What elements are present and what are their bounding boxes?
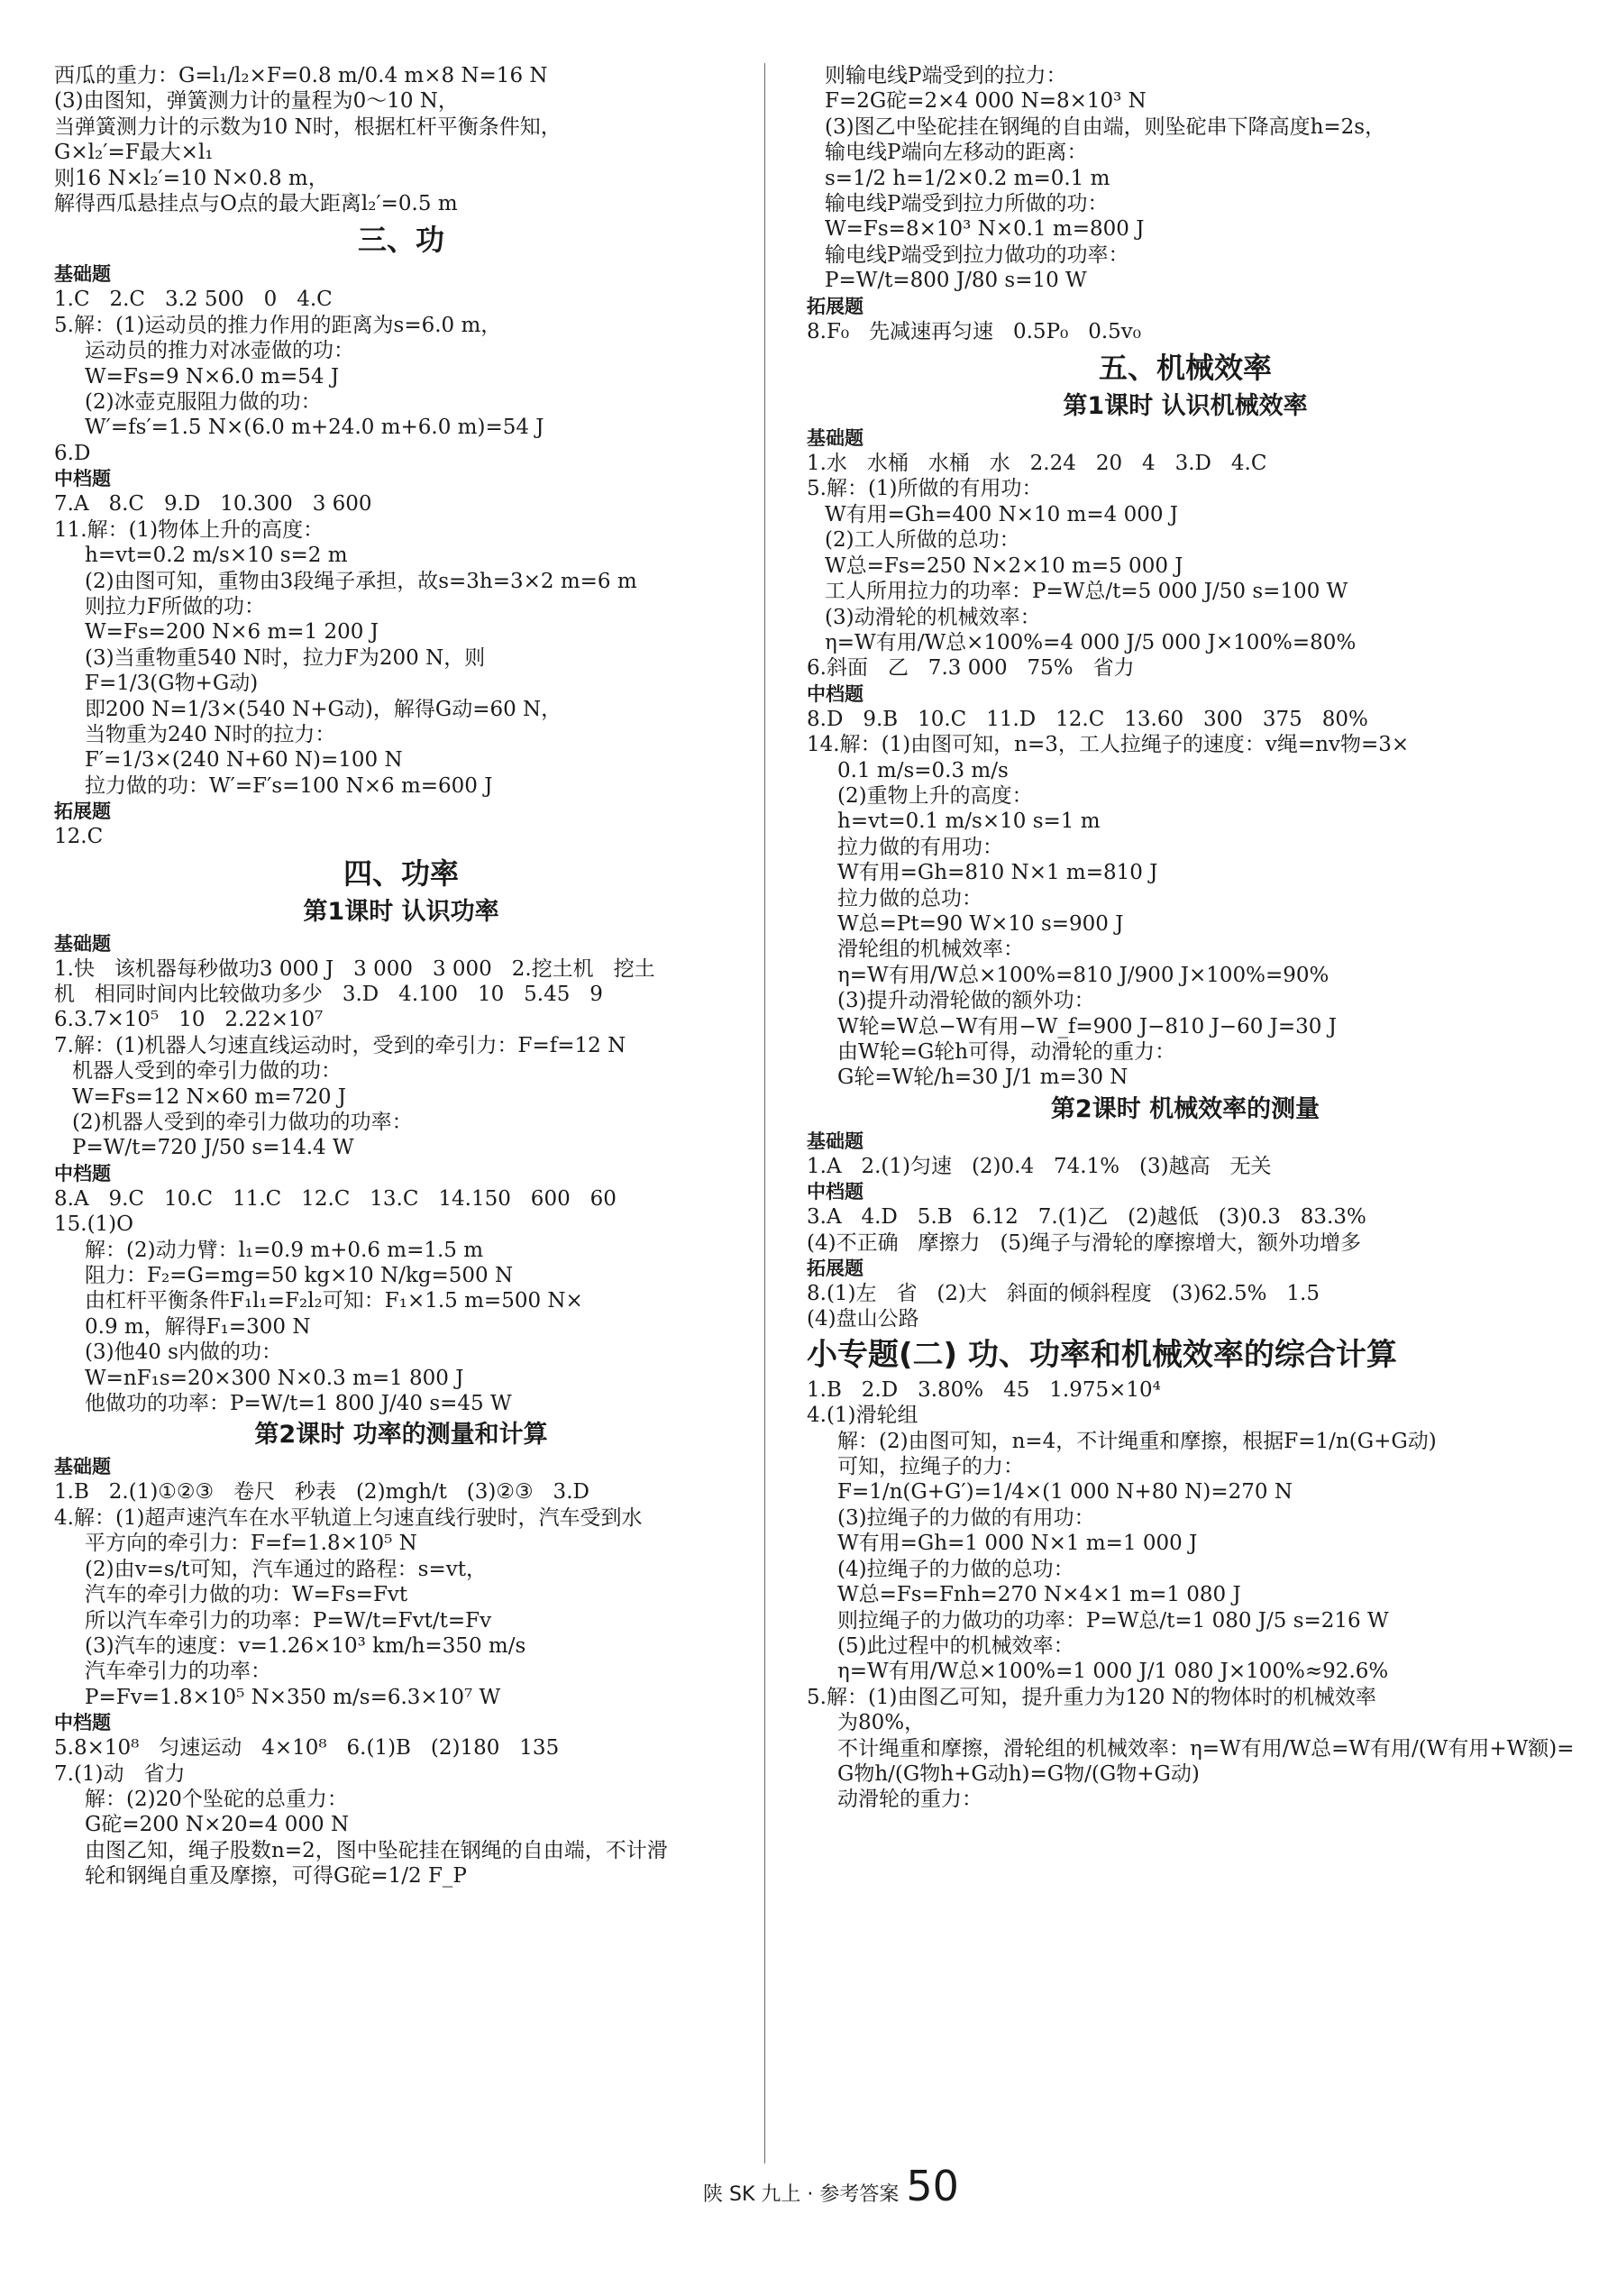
answer-line: 1.B 2.(1)①②③ 卷尺 秒表 (2)mgh/t (3)②③ 3.D — [54, 1480, 589, 1505]
answer-line: 0.1 m/s=0.3 m/s — [837, 758, 1009, 782]
answer-line: 输电线P端向左移动的距离： — [825, 141, 1088, 165]
answer-line: F=1/3(G物+G动) — [85, 672, 259, 696]
answer-line: 机器人受到的牵引力做的功： — [72, 1059, 342, 1084]
left-column — [54, 63, 748, 1889]
answer-line: F=1/n(G+G′)=1/4×(1 000 N+80 N)=270 N — [837, 1480, 1293, 1505]
footer-label: 陕 SK 九上 · 参考答案 — [703, 2183, 900, 2206]
column-divider — [764, 63, 765, 2163]
answer-line: 不计绳重和摩擦，滑轮组的机械效率：η=W有用/W总=W有用/(W有用+W额)= — [837, 1736, 1575, 1761]
lesson-title: 第2课时 机械效率的测量 — [1050, 1094, 1320, 1123]
answer-line: 6.斜面 乙 7.3 000 75% 省力 — [807, 656, 1135, 681]
answer-line: (3)图乙中坠砣挂在钢绳的自由端，则坠砣串下降高度h=2s， — [825, 114, 1386, 139]
answer-line: 西瓜的重力：G=l₁/l₂×F=0.8 m/0.4 m×8 N=16 N — [54, 64, 548, 87]
answer-line: 6.D — [54, 441, 91, 465]
answer-line: 6.3.7×10⁵ 10 2.22×10⁷ — [54, 1008, 324, 1032]
answer-line: 5.解：(1)运动员的推力作用的距离为s=6.0 m， — [54, 313, 502, 337]
answer-line: 1.快 该机器每秒做功3 000 J 3 000 3 000 2.挖土机 挖土 — [54, 956, 655, 981]
answer-line: 可知，拉绳子的力： — [837, 1455, 1024, 1479]
answer-line: W总=Fs=250 N×2×10 m=5 000 J — [825, 553, 1183, 578]
level-heading: 中档题 — [54, 1162, 111, 1185]
answer-line: 拉力做的功：W′=F′s=100 N×6 m=600 J — [85, 773, 493, 798]
answer-line: P=Fv=1.8×10⁵ N×350 m/s=6.3×10⁷ W — [85, 1685, 501, 1709]
answer-line: W总=Fs=Fnh=270 N×4×1 m=1 080 J — [837, 1583, 1241, 1607]
answer-line: 当弹簧测力计的示数为10 N时，根据杠杆平衡条件知， — [54, 114, 562, 139]
lesson-title: 第2课时 功率的测量和计算 — [254, 1421, 548, 1450]
level-heading: 拓展题 — [54, 800, 111, 823]
answer-line: 12.C — [54, 825, 104, 849]
answer-line: 4.解：(1)超声速汽车在水平轨道上匀速直线行驶时，汽车受到水 — [54, 1505, 643, 1530]
answer-line: 0.9 m，解得F₁=300 N — [85, 1314, 311, 1339]
answer-line: (4)拉绳子的力做的总功： — [837, 1557, 1074, 1581]
answer-line: 工人所用拉力的功率：P=W总/t=5 000 J/50 s=100 W — [825, 580, 1348, 604]
answer-line: 由W轮=G轮h可得，动滑轮的重力： — [837, 1040, 1176, 1064]
answer-line: (3)动滑轮的机械效率： — [825, 605, 1041, 629]
page-footer — [703, 2162, 959, 2216]
level-heading: 中档题 — [54, 468, 111, 490]
answer-line: G砣=200 N×20=4 000 N — [85, 1813, 350, 1837]
answer-line: P=W/t=720 J/50 s=14.4 W — [72, 1136, 354, 1160]
answer-line: (2)由图可知，重物由3段绳子承担，故s=3h=3×2 m=6 m — [85, 569, 637, 593]
answer-line: P=W/t=800 J/80 s=10 W — [825, 269, 1087, 293]
answer-line: 则输电线P端受到的拉力： — [825, 64, 1067, 87]
level-heading: 中档题 — [807, 1181, 863, 1203]
answer-line: 动滑轮的重力： — [837, 1788, 982, 1812]
level-heading: 基础题 — [54, 263, 111, 286]
section-title: 五、机械效率 — [1098, 351, 1272, 386]
answer-line: 机 相同时间内比较做功多少 3.D 4.100 10 5.45 9 — [54, 982, 603, 1006]
answer-line: 则拉力F所做的功： — [85, 594, 265, 618]
answer-line: 5.8×10⁸ 匀速运动 4×10⁸ 6.(1)B (2)180 135 — [54, 1736, 560, 1761]
answer-line: 由图乙知，绳子股数n=2，图中坠砣挂在钢绳的自由端，不计滑 — [85, 1838, 668, 1862]
answer-line: 汽车的牵引力做的功：W=Fs=Fvt — [85, 1583, 408, 1607]
answer-line: 即200 N=1/3×(540 N+G动)，解得G动=60 N， — [85, 697, 562, 721]
answer-line: (3)当重物重540 N时，拉力F为200 N，则 — [85, 645, 486, 670]
answer-line: 解：(2)动力臂：l₁=0.9 m+0.6 m=1.5 m — [85, 1238, 484, 1262]
answer-line: 则16 N×l₂′=10 N×0.8 m， — [54, 166, 329, 190]
answer-line: 运动员的推力对冰壶做的功： — [85, 339, 354, 363]
answer-line: 阻力：F₂=G=mg=50 kg×10 N/kg=500 N — [85, 1264, 514, 1288]
section-title: 四、功率 — [343, 855, 459, 891]
answer-line: 7.解：(1)机器人匀速直线运动时，受到的牵引力：F=f=12 N — [54, 1033, 626, 1057]
answer-line: 8.F₀ 先减速再匀速 0.5P₀ 0.5v₀ — [807, 319, 1141, 343]
answer-line: 3.A 4.D 5.B 6.12 7.(1)乙 (2)越低 (3)0.3 83.3% — [807, 1205, 1366, 1230]
level-heading: 基础题 — [807, 1130, 863, 1152]
answer-line: G×l₂′=F最大×l₁ — [54, 141, 214, 165]
answer-line: 8.D 9.B 10.C 11.D 12.C 13.60 300 375 80% — [807, 707, 1368, 731]
level-heading: 基础题 — [54, 1456, 111, 1478]
level-heading: 拓展题 — [807, 1258, 863, 1280]
answer-line: (3)拉绳子的力做的有用功： — [837, 1505, 1095, 1530]
answer-line: (2)由v=s/t可知，汽车通过的路程：s=vt， — [85, 1557, 487, 1581]
answer-line: F=2G砣=2×4 000 N=8×10³ N — [825, 89, 1147, 114]
answer-line: 14.解：(1)由图可知，n=3，工人拉绳子的速度：v绳=nv物=3× — [807, 733, 1410, 757]
answer-line: 5.解：(1)所做的有用功： — [807, 477, 1043, 501]
answer-line: 轮和钢绳自重及摩擦，可得G砣=1/2 F_P — [85, 1864, 467, 1889]
answer-line: (2)工人所做的总功： — [825, 528, 1020, 553]
answer-line: 平方向的牵引力：F=f=1.8×10⁵ N — [85, 1532, 417, 1556]
answer-line: (2)机器人受到的牵引力做功的功率： — [72, 1111, 413, 1134]
answer-line: 由杠杆平衡条件F₁l₁=F₂l₂可知：F₁×1.5 m=500 N× — [85, 1289, 583, 1313]
answer-line: 拉力做的总功： — [837, 886, 982, 910]
answer-line: G物h/(G物h+G动h)=G物/(G物+G动) — [837, 1761, 1200, 1786]
answer-line: 8.A 9.C 10.C 11.C 12.C 13.C 14.150 600 60 — [54, 1186, 617, 1211]
answer-line: 解：(2)20个坠砣的总重力： — [85, 1787, 348, 1811]
answer-line: W=Fs=12 N×60 m=720 J — [72, 1084, 347, 1109]
answer-line: η=W有用/W总×100%=4 000 J/5 000 J×100%=80% — [825, 630, 1357, 654]
answer-line: 8.(1)左 省 (2)大 斜面的倾斜程度 (3)62.5% 1.5 — [807, 1282, 1320, 1306]
section-title: 三、功 — [357, 223, 444, 258]
answer-line: W有用=Gh=400 N×10 m=4 000 J — [825, 502, 1179, 526]
answer-line: 所以汽车牵引力的功率：P=W/t=Fvt/t=Fv — [85, 1608, 492, 1633]
answer-line: h=vt=0.1 m/s×10 s=1 m — [837, 810, 1101, 834]
answer-line: (5)此过程中的机械效率： — [837, 1633, 1074, 1658]
lesson-title: 第1课时 认识机械效率 — [1063, 392, 1308, 421]
answer-line: 汽车牵引力的功率： — [85, 1660, 271, 1684]
answer-line: 1.C 2.C 3.2 500 0 4.C — [54, 288, 333, 312]
topic-title: 小专题(二) 功、功率和机械效率的综合计算 — [807, 1336, 1397, 1373]
answer-line: 1.水 水桶 水桶 水 2.24 20 4 3.D 4.C — [807, 452, 1267, 476]
answer-line: η=W有用/W总×100%=810 J/900 J×100%=90% — [837, 963, 1329, 987]
answer-line: W轮=W总−W有用−W_f=900 J−810 J−60 J=30 J — [837, 1014, 1337, 1038]
answer-line: (3)提升动滑轮做的额外功： — [837, 989, 1095, 1013]
answer-line: W有用=Gh=1 000 N×1 m=1 000 J — [837, 1532, 1198, 1556]
level-heading: 基础题 — [54, 932, 111, 955]
right-column — [807, 63, 1575, 1813]
answer-line: W=nF₁s=20×300 N×0.3 m=1 800 J — [85, 1366, 464, 1390]
answer-line: 7.A 8.C 9.D 10.300 3 600 — [54, 492, 372, 517]
level-heading: 基础题 — [807, 427, 863, 450]
level-heading: 中档题 — [807, 682, 863, 705]
answer-line: W′=fs′=1.5 N×(6.0 m+24.0 m+6.0 m)=54 J — [85, 416, 544, 440]
answer-line: (4)盘山公路 — [807, 1307, 919, 1331]
answer-line: (2)冰壶克服阻力做的功： — [85, 390, 322, 415]
answer-line: 解得西瓜悬挂点与O点的最大距离l₂′=0.5 m — [54, 192, 458, 216]
answer-line: W有用=Gh=810 N×1 m=810 J — [837, 861, 1158, 885]
answer-line: 1.B 2.D 3.80% 45 1.975×10⁴ — [807, 1377, 1161, 1402]
answer-line: (3)他40 s内做的功： — [85, 1340, 282, 1365]
answer-line: (3)汽车的速度：v=1.26×10³ km/h=350 m/s — [85, 1633, 526, 1658]
answer-line: (4)不正确 摩擦力 (5)绳子与滑轮的摩擦增大，额外功增多 — [807, 1230, 1362, 1255]
answer-line: 当物重为240 N时的拉力： — [85, 722, 336, 746]
answer-line: 解：(2)由图可知，n=4，不计绳重和摩擦，根据F=1/n(G+G动) — [837, 1429, 1437, 1453]
answer-line: F′=1/3×(240 N+60 N)=100 N — [85, 748, 403, 773]
answer-line: η=W有用/W总×100%=1 000 J/1 080 J×100%≈92.6% — [837, 1660, 1389, 1684]
answer-line: 11.解：(1)物体上升的高度： — [54, 517, 324, 542]
answer-line: W=Fs=200 N×6 m=1 200 J — [85, 620, 379, 645]
answer-line: W=Fs=9 N×6.0 m=54 J — [85, 364, 340, 389]
page-number: 50 — [906, 2162, 959, 2210]
answer-line: 输电线P端受到拉力所做的功： — [825, 192, 1109, 216]
answer-line: h=vt=0.2 m/s×10 s=2 m — [85, 544, 348, 568]
answer-line: 输电线P端受到拉力做功的功率： — [825, 242, 1129, 267]
answer-line: s=1/2 h=1/2×0.2 m=0.1 m — [825, 166, 1110, 190]
answer-line: 7.(1)动 省力 — [54, 1761, 186, 1786]
lesson-title: 第1课时 认识功率 — [303, 897, 499, 926]
answer-line: W总=Pt=90 W×10 s=900 J — [837, 911, 1124, 936]
answer-line: 15.(1)O — [54, 1212, 134, 1237]
level-heading: 拓展题 — [807, 295, 863, 317]
answer-line: 拉力做的有用功： — [837, 835, 1003, 859]
answer-line: 1.A 2.(1)匀速 (2)0.4 74.1% (3)越高 无关 — [807, 1154, 1272, 1178]
answer-line: G轮=W轮/h=30 J/1 m=30 N — [837, 1066, 1128, 1090]
answer-line: 4.(1)滑轮组 — [807, 1404, 918, 1428]
answer-line: W=Fs=8×10³ N×0.1 m=800 J — [825, 217, 1145, 242]
answer-line: 为80%， — [837, 1711, 926, 1735]
answer-line: 滑轮组的机械效率： — [837, 938, 1024, 962]
answer-line: 则拉绳子的力做功的功率：P=W总/t=1 080 J/5 s=216 W — [837, 1608, 1389, 1633]
answer-line: (3)由图知，弹簧测力计的量程为0～10 N， — [54, 89, 459, 114]
answer-line: 他做功的功率：P=W/t=1 800 J/40 s=45 W — [85, 1392, 512, 1416]
answer-line: (2)重物上升的高度： — [837, 783, 1033, 808]
level-heading: 中档题 — [54, 1712, 111, 1734]
answer-line: 5.解：(1)由图乙可知，提升重力为120 N的物体时的机械效率 — [807, 1685, 1376, 1709]
